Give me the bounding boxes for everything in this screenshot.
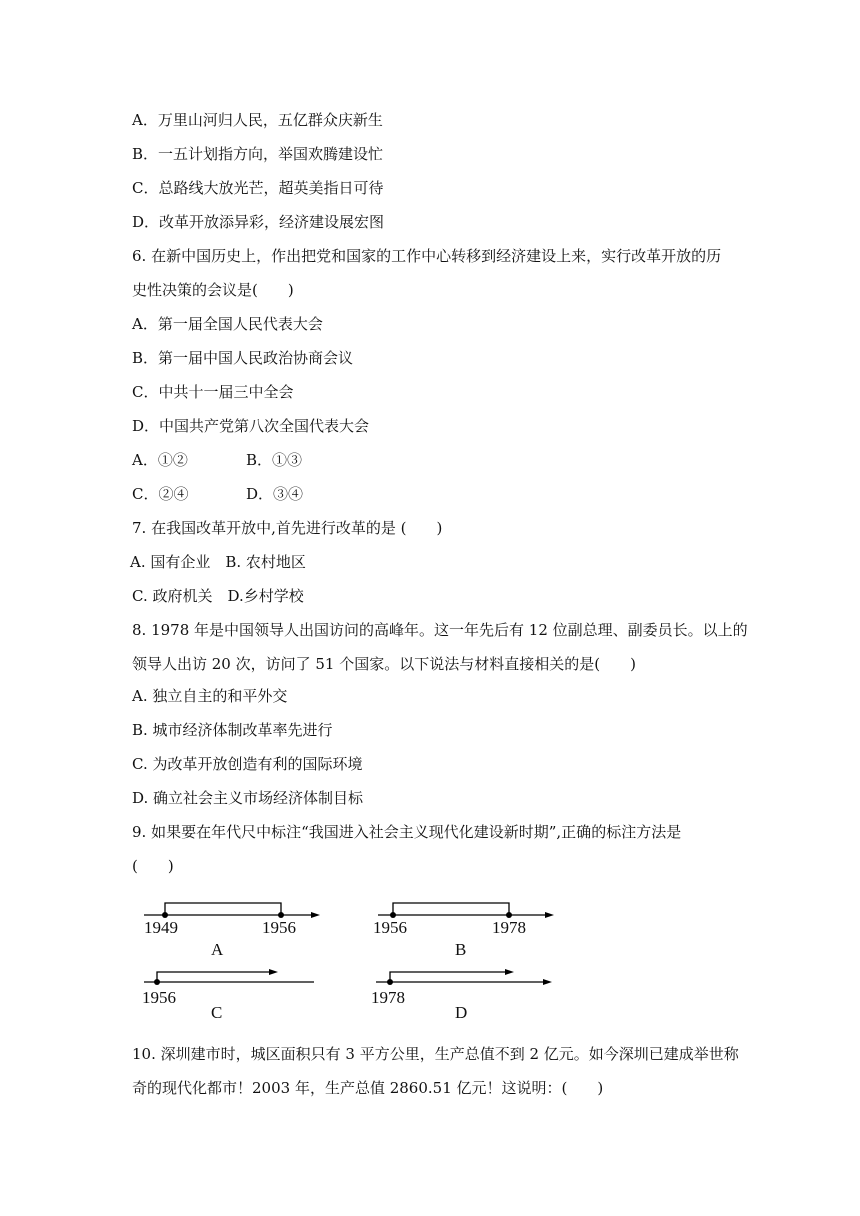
q5-option-c: C．总路线大放光芒，超英美指日可待 [132,179,384,197]
q8-option-b: B. 城市经济体制改革率先进行 [132,721,333,739]
q8-stem-line2: 领导人出访 20 次，访问了 51 个国家。以下说法与材料直接相关的是( ) [132,655,636,673]
timeline-b-end: 1978 [492,918,526,937]
timeline-b-start: 1956 [373,918,407,937]
q6-item-2: B．第一届中国人民政治协商会议 [132,349,354,367]
q5-option-d: D．改革开放添异彩，经济建设展宏图 [132,213,385,231]
q6-choice-b: B．①③ [246,451,303,469]
q7-stem: 7. 在我国改革开放中,首先进行改革的是 ( ) [132,519,443,537]
timeline-d-axis [374,964,554,990]
q8-option-d: D. 确立社会主义市场经济体制目标 [132,789,364,807]
q5-option-a: A．万里山河归人民，五亿群众庆新生 [132,111,383,129]
q7-options-row1: A. 国有企业 B. 农村地区 [130,553,306,571]
q10-stem-line2: 奇的现代化都市！2003 年，生产总值 2860.51 亿元！这说明：( ) [132,1079,604,1097]
q6-item-3: C．中共十一届三中全会 [132,383,294,401]
q6-item-1: A．第一届全国人民代表大会 [132,315,323,333]
q6-choice-c: C．②④ [132,485,189,503]
q6-item-4: D．中国共产党第八次全国代表大会 [132,417,370,435]
timeline-c-letter: C [211,1003,223,1022]
q9-stem-line2: ( ) [132,857,174,875]
q10-stem-line1: 10. 深圳建市时，城区面积只有 3 平方公里，生产总值不到 2 亿元。如今深圳已建成举世称 [132,1045,739,1063]
q8-option-c: C. 为改革开放创造有利的国际环境 [132,755,363,773]
q6-choice-d: D．③④ [246,485,304,503]
timeline-d-start: 1978 [371,988,405,1007]
q8-option-a: A. 独立自主的和平外交 [132,687,288,705]
timeline-a-letter: A [211,940,224,959]
timeline-d-letter: D [455,1003,468,1022]
q6-stem-line2: 史性决策的会议是( ) [132,281,294,299]
timeline-b-letter: B [455,940,467,959]
q6-choice-a: A．①② [132,451,188,469]
timeline-c-axis [142,964,322,990]
timeline-a-start: 1949 [144,918,178,937]
timeline-a-end: 1956 [262,918,296,937]
timeline-c-start: 1956 [142,988,176,1007]
q8-stem-line1: 8. 1978 年是中国领导人出国访问的高峰年。这一年先后有 12 位副总理、副委员长。以上的 [132,621,748,639]
q7-options-row2: C. 政府机关 D.乡村学校 [132,587,304,605]
q6-stem-line1: 6. 在新中国历史上，作出把党和国家的工作中心转移到经济建设上来，实行改革开放的历 [132,247,722,265]
q9-stem-line1: 9. 如果要在年代尺中标注“我国进入社会主义现代化建设新时期”,正确的标注方法是 [132,823,682,841]
q5-option-b: B．一五计划指方向，举国欢腾建设忙 [132,145,384,163]
